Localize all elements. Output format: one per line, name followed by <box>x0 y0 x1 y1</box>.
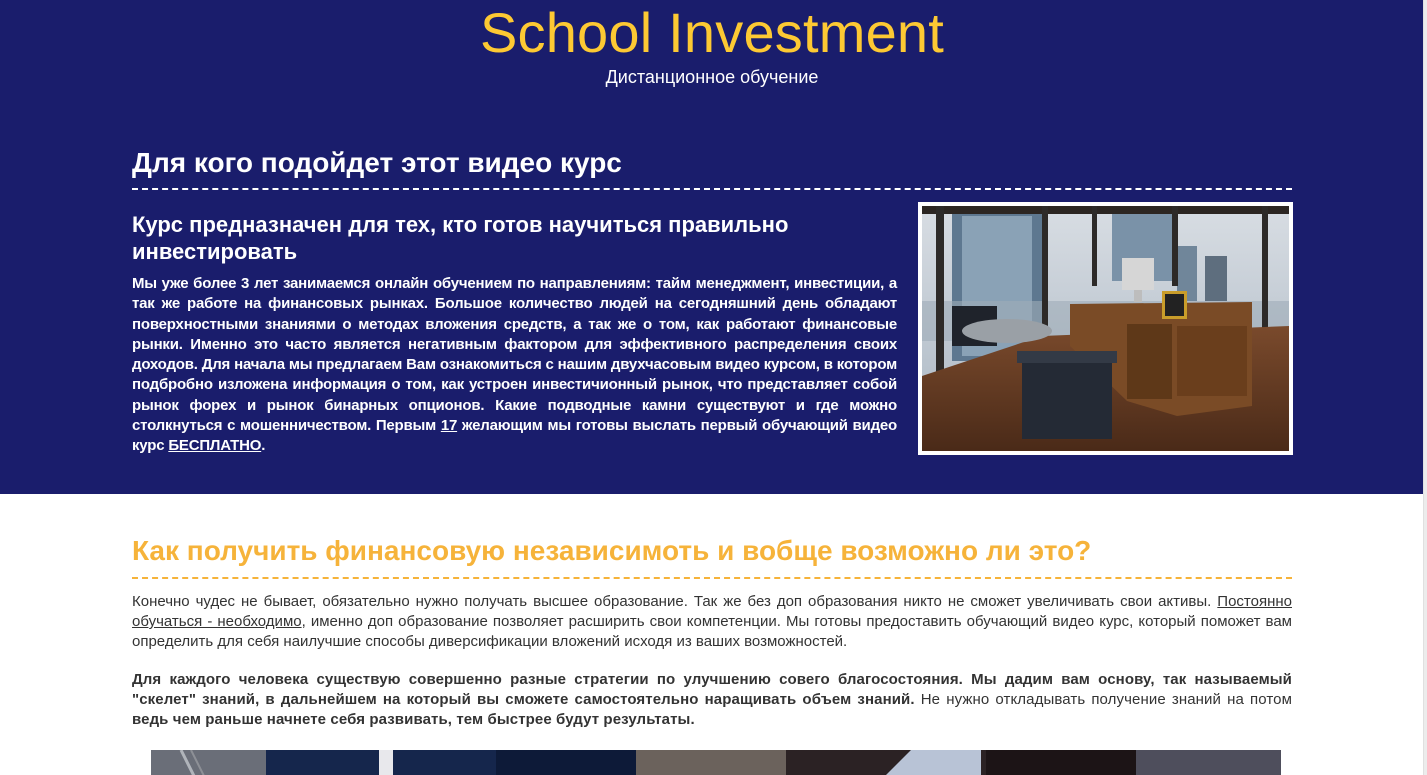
free-course-link[interactable]: БЕСПЛАТНО <box>168 437 262 455</box>
site-subtitle: Дистанционное обучение <box>605 67 819 87</box>
bottom-photo <box>151 750 1281 775</box>
page-scrollbar[interactable] <box>1423 0 1427 775</box>
hero-text-part3: . <box>261 437 266 455</box>
hero-subheading: Курс предназначен для тех, кто готов научиться правильно инвестировать <box>132 212 789 264</box>
site-title: School Investment <box>479 1 945 64</box>
keep-learning-link[interactable]: Постоянно обучаться - необходимо <box>132 593 1292 630</box>
p1-text-part1: Конечно чудес не бывает, обязательно нужно получать высшее образование. Так же без доп образования никто не сможет увеличивать свои активы. <box>132 593 1218 610</box>
office-photo-image <box>922 206 1289 451</box>
section2-paragraph2 <box>132 670 1292 730</box>
p2-normal1: Не нужно откладывать получение знаний на потом <box>914 691 1292 708</box>
office-photo <box>918 202 1293 455</box>
p2-bold1: Для каждого человека существую совершенно разные стратегии по улучшению совего благосостояния. Мы дадим вам основу, так называемый "скелет" знаний, в дальнейшем на который вы сможете самостоятельно наращивать объем знаний. <box>132 671 1292 708</box>
p2-bold2: ведь чем раньше начнете себя развивать, тем быстрее будут результаты. <box>132 711 695 728</box>
section2-divider <box>132 577 1292 579</box>
section2-paragraph1 <box>132 592 1292 652</box>
hero-paragraph <box>132 274 897 457</box>
hero-divider <box>132 188 1292 190</box>
p1-text-part2: , именно доп образование позволяет расширить свои компетенции. Мы готовы предоставить обучающий видео курс, который поможет вам определить для себя наилучшие способы диверсификации вложений исходя из ваших возможностей. <box>132 613 1292 650</box>
section2-heading: Как получить финансовую независимоть и вобще возможно ли это? <box>132 535 1092 566</box>
count-link[interactable]: 17 <box>440 417 458 435</box>
hero-text-part1: Мы уже более 3 лет занимаемся онлайн обучением по направлениям: тайм менеджмент, инвестиции, а так же работе на финансовых рынках. Большое количество людей на сегодняшний день обладают поверхностными знаниями о методах вложения средств, а так же о том, как работают финансовые рынки. Именно это часто является негативным фактором для эффективного распределения своих доходов. Для начала мы предлагаем Вам ознакомиться с нашим двухчасовым видео курсом, в котором подбробно изложена информация о том, как устроен инвестичионный рынок, что представляет собой рынок форех и рынок бинарных опционов. Какие подводные камни существуют и где можно столкнуться с мошенничеством. Первым <box>132 275 897 435</box>
hero-text-part2: желающим мы готовы выслать первый обучающий видео курс <box>132 417 897 455</box>
hero-heading: Для кого подойдет этот видео курс <box>132 147 622 178</box>
bottom-photo-image <box>151 750 1281 775</box>
